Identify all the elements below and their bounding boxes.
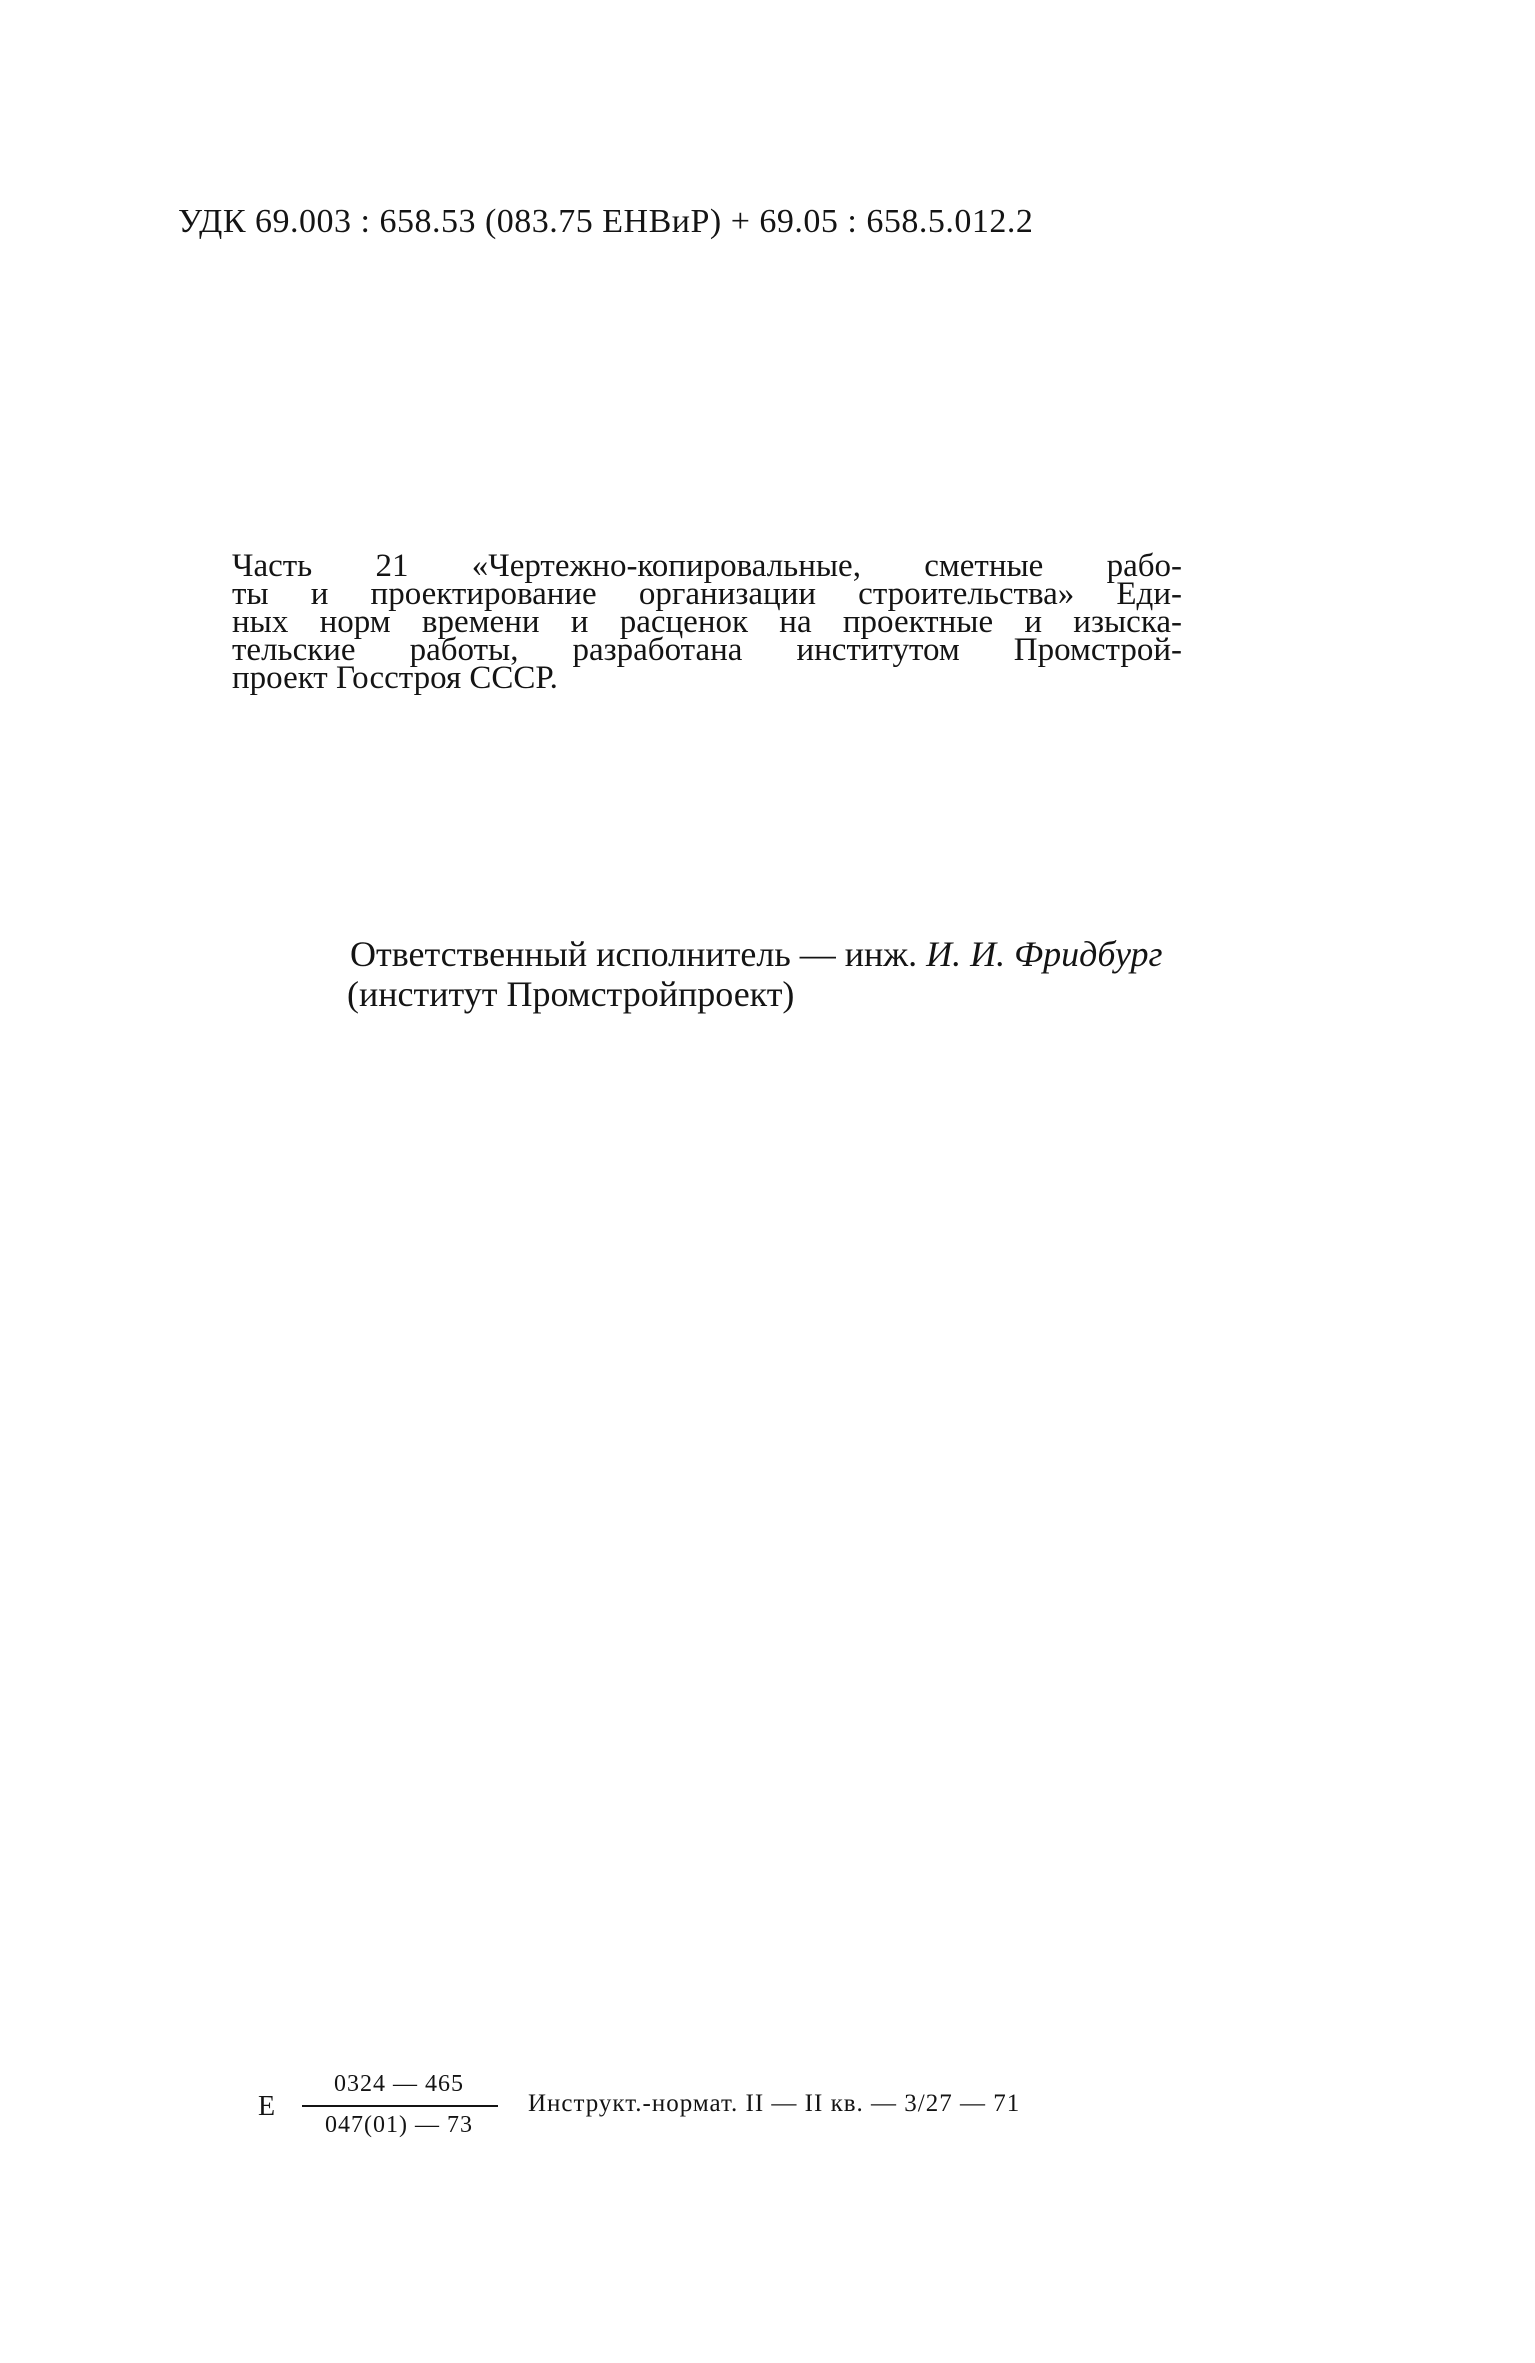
fraction-bar [302,2105,498,2107]
annotation-line: Часть 21 «Чертежно-копировальные, сметные рабо- [232,548,1182,584]
annotation-line: ных норм времени и расценок на проектные и изыска- [232,604,1182,640]
executor-name: И. И. Фридбург [926,934,1163,974]
imprint-numerator: 0324 — 465 [334,2071,464,2097]
executor-role: Ответственный исполнитель — инж. [350,934,918,974]
annotation-paragraph [232,548,1182,696]
executor-institute: (институт Промстройпроект) [347,974,795,1014]
executor-line [350,934,1163,974]
annotation-line: ты и проектирование организации строительства» Еди- [232,576,1182,612]
responsible-executor [347,934,1163,1014]
annotation-line: тельские работы, разработана институтом Промстрой- [232,632,1182,668]
imprint-denominator: 047(01) — 73 [325,2112,473,2138]
imprint-letter: Е [258,2091,277,2122]
imprint-details: Инструкт.-нормат. II — II кв. — 3/27 — 71 [528,2090,1021,2117]
annotation-line: проект Госстроя СССР. [232,660,558,696]
publication-imprint [258,2071,1158,2141]
udk-classification: УДК 69.003 : 658.53 (083.75 ЕНВиР) + 69.05 : 658.5.012.2 [178,203,1034,240]
